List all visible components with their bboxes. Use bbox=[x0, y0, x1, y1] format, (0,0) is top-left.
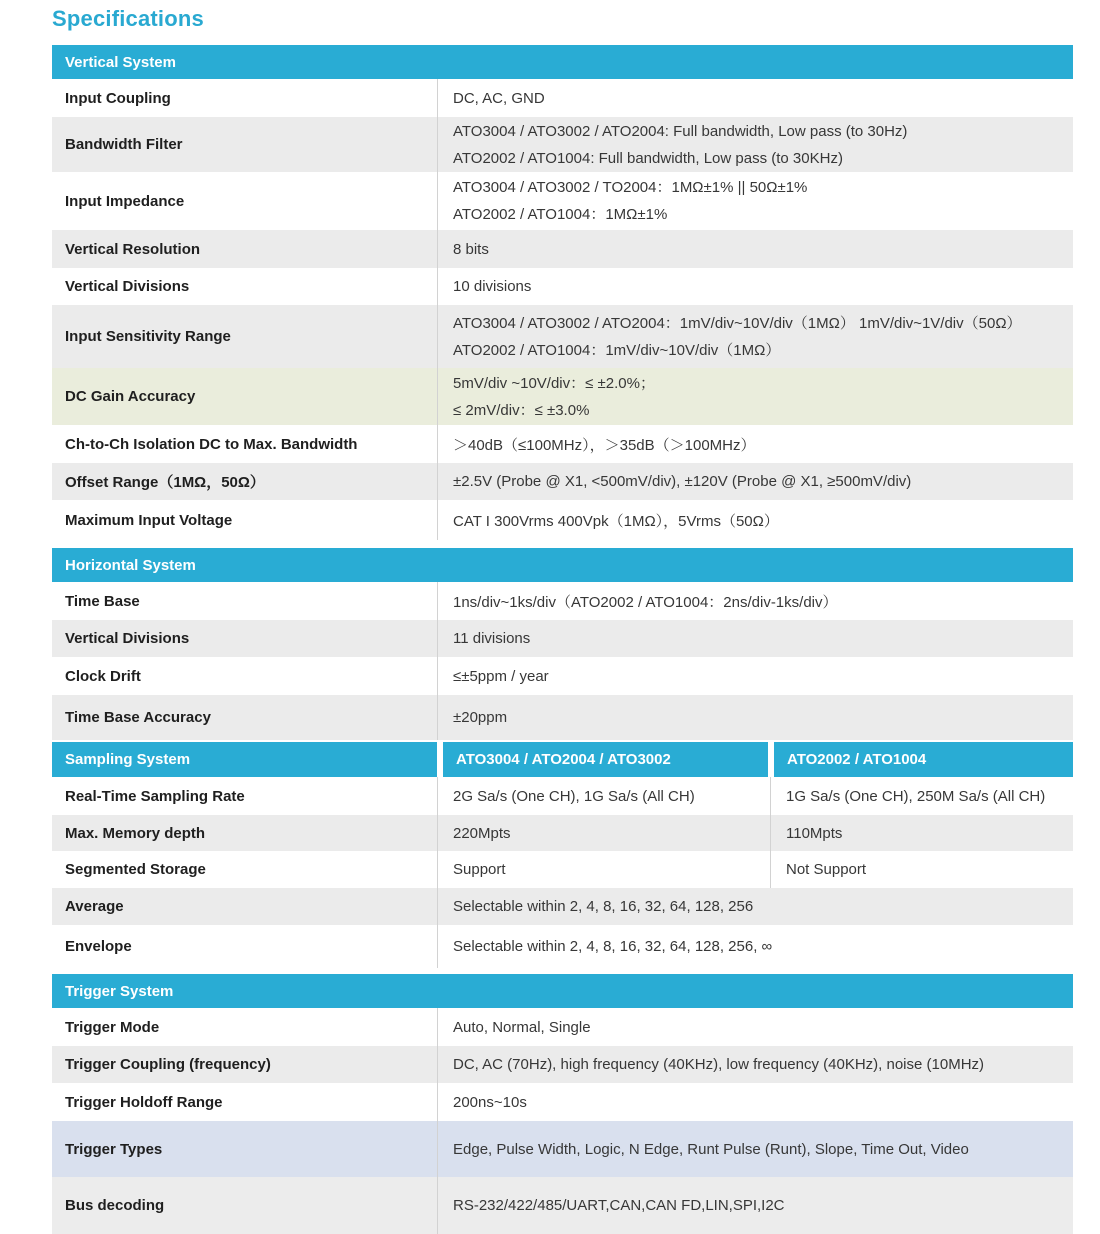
spec-value-line: ATO3004 / ATO3002 / TO2004：1MΩ±1% || 50Ω±1% bbox=[453, 179, 808, 196]
spec-row bbox=[52, 117, 1073, 172]
spec-value-cell bbox=[437, 425, 1073, 463]
spec-value-cell bbox=[770, 815, 1073, 851]
spec-row bbox=[52, 1008, 1073, 1046]
spec-value-cell bbox=[437, 305, 1073, 368]
spec-value-cell bbox=[770, 851, 1073, 888]
spec-value-line: Selectable within 2, 4, 8, 16, 32, 64, 128, 256, ∞ bbox=[453, 938, 773, 955]
section-header-label: ATO3004 / ATO2004 / ATO3002 bbox=[456, 751, 671, 768]
spec-row-label: Ch-to-Ch Isolation DC to Max. Bandwidth bbox=[65, 435, 358, 453]
spec-row bbox=[52, 79, 1073, 117]
spec-value-line: ±20ppm bbox=[453, 709, 508, 726]
spec-row-label: Max. Memory depth bbox=[65, 824, 206, 842]
spec-value-cell bbox=[437, 172, 1073, 230]
spec-value-cell bbox=[437, 582, 1073, 620]
spec-row-label: Real-Time Sampling Rate bbox=[65, 787, 245, 805]
spec-section bbox=[52, 45, 1073, 540]
spec-value-cell bbox=[437, 268, 1073, 305]
spec-row bbox=[52, 1046, 1073, 1083]
spec-row-label: Bandwidth Filter bbox=[65, 136, 183, 153]
spec-row-label: Segmented Storage bbox=[65, 861, 206, 878]
spec-value-cell bbox=[437, 1008, 1073, 1046]
spec-value-line: ATO2002 / ATO1004：1mV/div~10V/div（1MΩ） bbox=[453, 341, 781, 359]
spec-row bbox=[52, 230, 1073, 268]
spec-row-label: Clock Drift bbox=[65, 667, 141, 685]
spec-value-line: DC, AC, GND bbox=[453, 89, 545, 107]
spec-value-cell bbox=[437, 657, 1073, 695]
spec-value-line: RS-232/422/485/UART,CAN,CAN FD,LIN,SPI,I2C bbox=[453, 1197, 785, 1214]
spec-value-cell bbox=[437, 117, 1073, 172]
spec-row bbox=[52, 1177, 1073, 1234]
spec-row bbox=[52, 500, 1073, 540]
spec-value-cell bbox=[437, 500, 1073, 540]
spec-section bbox=[52, 742, 1073, 968]
section-header-cell bbox=[774, 742, 1073, 777]
spec-value-line: 8 bits bbox=[453, 240, 489, 258]
spec-value-cell bbox=[770, 777, 1073, 815]
section-header-label: Trigger System bbox=[65, 982, 174, 1000]
spec-value-cell bbox=[437, 925, 1073, 968]
spec-value-line: 5mV/div ~10V/div：≤ ±2.0%； bbox=[453, 374, 655, 392]
spec-value-line: ＞40dB（≤100MHz），＞35dB（＞100MHz） bbox=[453, 436, 756, 454]
spec-value-line: Not Support bbox=[786, 861, 867, 878]
spec-section bbox=[52, 548, 1073, 740]
spec-value-cell bbox=[437, 851, 770, 888]
spec-value-line: ATO3004 / ATO3002 / ATO2004：1mV/div~10V/div（1MΩ） 1mV/div~1V/div（50Ω） bbox=[453, 314, 1022, 332]
spec-value-line: Selectable within 2, 4, 8, 16, 32, 64, 128, 256 bbox=[453, 898, 754, 915]
spec-value-line: 220Mpts bbox=[453, 824, 511, 842]
spec-row bbox=[52, 695, 1073, 740]
spec-row bbox=[52, 925, 1073, 968]
spec-value-line: ±2.5V (Probe @ X1, <500mV/div), ±120V (Probe @ X1, ≥500mV/div) bbox=[453, 473, 912, 490]
spec-row bbox=[52, 305, 1073, 368]
spec-row bbox=[52, 657, 1073, 695]
spec-row-label: Vertical Divisions bbox=[65, 278, 190, 295]
spec-row-label: Time Base Accuracy bbox=[65, 709, 211, 726]
specifications-table bbox=[52, 45, 1073, 1234]
spec-value-line: Support bbox=[453, 861, 506, 878]
spec-value-cell bbox=[437, 620, 1073, 657]
page-title: Specifications bbox=[52, 6, 204, 31]
spec-value-cell bbox=[437, 230, 1073, 268]
spec-row-label: Trigger Mode bbox=[65, 1018, 160, 1036]
spec-row bbox=[52, 268, 1073, 305]
spec-value-cell bbox=[437, 368, 1073, 425]
spec-row bbox=[52, 888, 1073, 925]
spec-row-label: Time Base bbox=[65, 592, 140, 610]
spec-value-cell bbox=[437, 1046, 1073, 1083]
spec-value-line: 11 divisions bbox=[453, 630, 531, 647]
spec-value-line: ≤±5ppm / year bbox=[453, 667, 549, 685]
spec-row-label: Average bbox=[65, 898, 124, 915]
spec-row bbox=[52, 425, 1073, 463]
spec-value-line: CAT I 300Vrms 400Vpk（1MΩ），5Vrms（50Ω） bbox=[453, 512, 779, 530]
section-header-row bbox=[52, 742, 1073, 777]
section-header-label: Horizontal System bbox=[65, 556, 196, 574]
spec-value-line: 2G Sa/s (One CH), 1G Sa/s (All CH) bbox=[453, 787, 695, 805]
spec-value-cell bbox=[437, 1177, 1073, 1234]
spec-value-line: ATO2002 / ATO1004：1MΩ±1% bbox=[453, 206, 668, 223]
spec-value-cell bbox=[437, 777, 770, 815]
spec-value-cell bbox=[437, 1083, 1073, 1121]
spec-row bbox=[52, 368, 1073, 425]
spec-value-cell bbox=[437, 888, 1073, 925]
spec-row-label: Input Sensitivity Range bbox=[65, 328, 231, 345]
spec-row bbox=[52, 777, 1073, 815]
spec-value-cell bbox=[437, 815, 770, 851]
spec-row-label: Trigger Coupling (frequency) bbox=[65, 1056, 271, 1073]
spec-value-cell bbox=[437, 463, 1073, 500]
spec-row bbox=[52, 1121, 1073, 1177]
spec-value-line: 200ns~10s bbox=[453, 1093, 527, 1111]
section-header bbox=[52, 974, 1073, 1008]
section-header-cell bbox=[52, 742, 437, 777]
spec-row-label: Bus decoding bbox=[65, 1197, 165, 1214]
spec-row-label: Envelope bbox=[65, 938, 132, 955]
spec-value-line: 10 divisions bbox=[453, 278, 532, 295]
spec-value-line: 1G Sa/s (One CH), 250M Sa/s (All CH) bbox=[786, 787, 1046, 805]
spec-row bbox=[52, 851, 1073, 888]
section-header bbox=[52, 548, 1073, 582]
spec-value-line: ATO3004 / ATO3002 / ATO2004: Full bandwidth, Low pass (to 30Hz) bbox=[453, 122, 908, 140]
spec-row bbox=[52, 582, 1073, 620]
spec-value-line: Edge, Pulse Width, Logic, N Edge, Runt Pulse (Runt), Slope, Time Out, Video bbox=[453, 1140, 969, 1158]
spec-value-line: 1ns/div~1ks/div（ATO2002 / ATO1004：2ns/div-1ks/div） bbox=[453, 593, 838, 611]
spec-value-line: ATO2002 / ATO1004: Full bandwidth, Low pass (to 30KHz) bbox=[453, 149, 843, 167]
spec-value-cell bbox=[437, 695, 1073, 740]
section-header-label: ATO2002 / ATO1004 bbox=[787, 751, 927, 768]
spec-value-line: DC, AC (70Hz), high frequency (40KHz), low frequency (40KHz), noise (10MHz) bbox=[453, 1056, 985, 1073]
spec-row bbox=[52, 172, 1073, 230]
spec-row bbox=[52, 620, 1073, 657]
spec-row-label: Offset Range（1MΩ，50Ω） bbox=[65, 474, 265, 491]
section-header-cell bbox=[443, 742, 768, 777]
section-header bbox=[52, 45, 1073, 79]
spec-row-label: Input Coupling bbox=[65, 89, 171, 107]
spec-row-label: DC Gain Accuracy bbox=[65, 388, 196, 405]
spec-row-label: Vertical Divisions bbox=[65, 630, 190, 647]
spec-row-label: Trigger Holdoff Range bbox=[65, 1093, 223, 1111]
section-header-label: Sampling System bbox=[65, 751, 191, 768]
spec-row-label: Maximum Input Voltage bbox=[65, 511, 233, 529]
spec-value-line: ≤ 2mV/div：≤ ±3.0% bbox=[453, 401, 590, 419]
spec-row-label: Input Impedance bbox=[65, 192, 185, 210]
spec-row bbox=[52, 463, 1073, 500]
spec-row-label: Vertical Resolution bbox=[65, 240, 201, 258]
spec-row bbox=[52, 1083, 1073, 1121]
spec-row-label: Trigger Types bbox=[65, 1140, 163, 1158]
spec-section bbox=[52, 974, 1073, 1234]
spec-row bbox=[52, 815, 1073, 851]
spec-value-cell bbox=[437, 79, 1073, 117]
spec-value-line: 110Mpts bbox=[786, 824, 843, 842]
spec-value-cell bbox=[437, 1121, 1073, 1177]
section-header-label: Vertical System bbox=[65, 53, 176, 71]
spec-value-line: Auto, Normal, Single bbox=[453, 1018, 591, 1036]
